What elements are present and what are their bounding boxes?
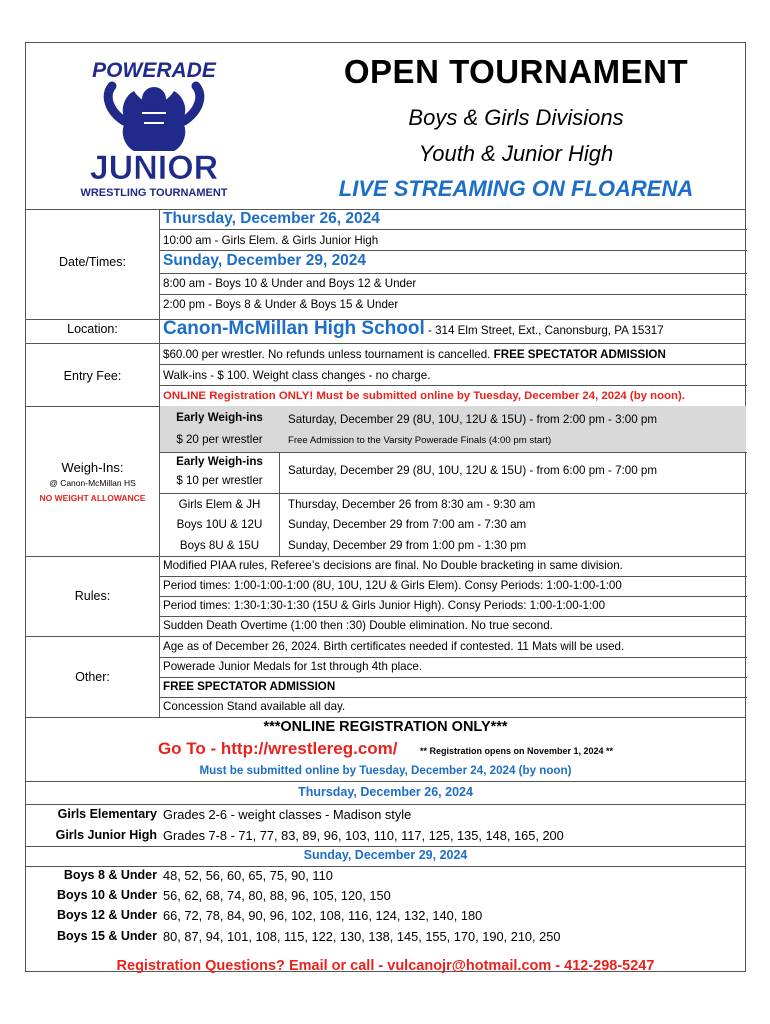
svg-text:JUNIOR: JUNIOR [89,149,219,187]
entry-fee-line1: $60.00 per wrestler. No refunds unless tournament is cancelled. FREE SPECTATOR ADMISSION [163,348,666,361]
other-free-admission: FREE SPECTATOR ADMISSION [163,680,336,693]
weight-classes: 48, 52, 56, 60, 65, 75, 90, 110 [163,868,333,883]
weight-classes: 66, 72, 78, 84, 90, 96, 102, 108, 116, 124, 132, 140, 180 [163,908,483,923]
registration-link-line [26,739,745,759]
weighin-group: Boys 10U & 12U [176,518,263,531]
registration-contact-footer: Registration Questions? Email or call - vulcanojr@hotmail.com - 412-298-5247 [116,958,655,974]
page-title: OPEN TOURNAMENT [343,53,689,90]
date-day1-line: 10:00 am - Girls Elem. & Girls Junior High [163,234,379,247]
other-line: Concession Stand available all day. [163,700,346,713]
live-streaming-line: LIVE STREAMING ON FLOARENA [338,176,694,201]
date-times-label: Date/Times: [59,255,126,269]
weighin-group: Girls Elem & JH [178,498,261,511]
header [26,43,745,209]
weighin-time: Sunday, December 29 from 1:00 pm - 1:30 pm [288,539,527,552]
registration-title: ***ONLINE REGISTRATION ONLY*** [263,719,508,735]
early-weighin-1-time: Saturday, December 29 (8U, 10U, 12U & 15U) - from 2:00 pm - 3:00 pm [288,413,658,426]
entry-fee-line3: ONLINE Registration ONLY! Must be submitted online by Tuesday, December 24, 2024 (by noon). [163,390,685,402]
weights-day2: Sunday, December 29, 2024 [303,848,468,862]
date-day1: Thursday, December 26, 2024 [163,210,380,227]
weight-classes: Grades 7-8 - 71, 77, 83, 89, 96, 103, 110, 117, 125, 135, 148, 165, 200 [163,828,564,843]
entry-fee-line2: Walk-ins - $ 100. Weight class changes - no charge. [163,369,431,382]
division-line: Boys & Girls Divisions [408,105,624,130]
svg-text:POWERADE: POWERADE [92,59,216,82]
weight-label: Girls Elementary [57,807,157,821]
rules-line: Period times: 1:00-1:00-1:00 (8U, 10U, 12U & Girls Elem). Consy Periods: 1:00-1:00-1:00 [163,579,622,592]
registration-opens: ** Registration opens on November 1, 2024 ** [419,746,614,756]
rules-label: Rules: [74,589,111,603]
weights-day1: Thursday, December 26, 2024 [298,785,473,799]
date-day2: Sunday, December 29, 2024 [163,252,367,269]
early-weighin-2-time: Saturday, December 29 (8U, 10U, 12U & 15U) - from 6:00 pm - 7:00 pm [288,464,658,477]
registration-link[interactable]: Go To - http://wrestlereg.com/ [157,739,398,758]
weight-classes: Grades 2-6 - weight classes - Madison style [163,807,412,822]
early-weighin-2-title: Early Weigh-ins [176,455,263,468]
early-weighin-1-title: Early Weigh-ins [176,411,263,424]
registration-deadline: Must be submitted online by Tuesday, December 24, 2024 (by noon) [199,764,572,777]
no-weight-allowance: NO WEIGHT ALLOWANCE [39,493,146,503]
weight-label: Boys 8 & Under [63,868,157,882]
early-weighin-2-price: $ 10 per wrestler [176,474,263,487]
location-label: Location: [67,322,118,336]
weighin-time: Thursday, December 26 from 8:30 am - 9:30 am [288,498,536,511]
rules-line: Modified PIAA rules, Referee’s decisions are final. No Double bracketing in same division. [163,559,623,572]
weighin-group: Boys 8U & 15U [179,539,260,552]
other-line: Powerade Junior Medals for 1st through 4th place. [163,660,423,673]
age-line: Youth & Junior High [418,141,614,166]
location-name: Canon-McMillan High School [163,318,425,339]
location-value [163,318,664,340]
weigh-ins-venue: @ Canon-McMillan HS [49,478,136,488]
weight-label: Boys 10 & Under [56,888,157,902]
weigh-ins-label: Weigh-Ins: [61,460,124,475]
date-day2-line1: 8:00 am - Boys 10 & Under and Boys 12 & Under [163,277,417,290]
early-weighin-1-price: $ 20 per wrestler [176,433,263,446]
other-line: Age as of December 26, 2024. Birth certificates needed if contested. 11 Mats will be used. [163,640,625,653]
svg-text:WRESTLING TOURNAMENT: WRESTLING TOURNAMENT [80,187,228,199]
tournament-flyer [25,42,746,972]
location-address: - 314 Elm Street, Ext., Canonsburg, PA 15317 [424,324,664,337]
weight-classes: 80, 87, 94, 101, 108, 115, 122, 130, 138, 145, 155, 170, 190, 210, 250 [163,929,561,944]
weight-classes: 56, 62, 68, 74, 80, 88, 96, 105, 120, 150 [163,888,391,903]
early-weighin-1-note: Free Admission to the Varsity Powerade Finals (4:00 pm start) [288,435,552,446]
date-day2-line2: 2:00 pm - Boys 8 & Under & Boys 15 & Under [163,298,399,311]
other-label: Other: [75,670,110,684]
rules-line: Sudden Death Overtime (1:00 then :30) Double elimination. No true second. [163,619,553,632]
weighin-time: Sunday, December 29 from 7:00 am - 7:30 am [288,518,527,531]
rules-line: Period times: 1:30-1:30-1:30 (15U & Girls Junior High). Consy Periods: 1:00-1:00-1:00 [163,599,606,612]
powerade-junior-logo [64,51,244,201]
weight-label: Boys 12 & Under [56,908,157,922]
entry-fee-label: Entry Fee: [63,369,122,383]
weight-label: Girls Junior High [55,828,157,842]
weight-label: Boys 15 & Under [56,929,157,943]
